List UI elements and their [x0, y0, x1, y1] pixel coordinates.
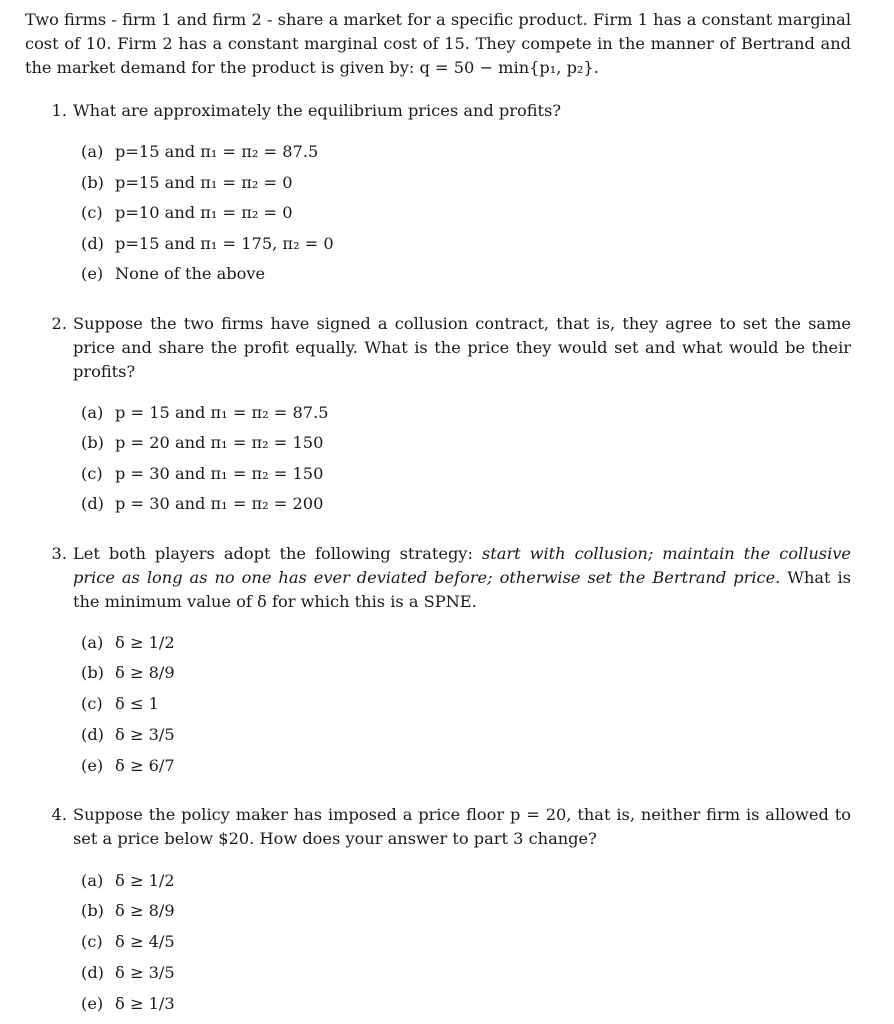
question-text-lead: Let both players adopt the following strategy:	[73, 543, 482, 563]
option-label: (e)	[81, 755, 104, 775]
option-text: p = 30 and π₁ = π₂ = 200	[115, 494, 324, 513]
option-b	[81, 428, 851, 459]
question-number: 1.	[51, 101, 67, 120]
option-text: p=15 and π₁ = π₂ = 87.5	[115, 142, 319, 161]
option-text: δ ≥ 1/2	[115, 870, 175, 890]
option-label: (d)	[81, 963, 104, 983]
option-text: p = 20 and π₁ = π₂ = 150	[115, 433, 324, 452]
option-label: (c)	[81, 203, 103, 222]
options-list	[73, 137, 851, 290]
option-e	[81, 259, 851, 290]
document-page	[25, 8, 851, 1019]
strategy-description: start with collusion; maintain the collusive price as long as no one has ever deviated before; otherwise set the Bertrand price.	[73, 543, 851, 587]
option-b	[81, 168, 851, 199]
question-text: Suppose the policy maker has imposed a price floor p = 20, that is, neither firm is allowed to set a price below $20. How does your answer to part 3 change?	[73, 805, 851, 849]
option-d	[81, 229, 851, 260]
option-text: δ ≥ 3/5	[115, 963, 175, 983]
option-text: δ ≤ 1	[115, 694, 159, 714]
option-text: δ ≥ 1/2	[115, 632, 175, 652]
question-text: What are approximately the equilibrium prices and profits?	[73, 101, 562, 120]
option-text: δ ≥ 1/3	[115, 993, 175, 1013]
option-text: δ ≥ 3/5	[115, 725, 175, 745]
option-label: (c)	[81, 463, 103, 483]
question-number: 2.	[51, 313, 67, 333]
option-label: (a)	[81, 402, 104, 422]
option-text: p = 30 and π₁ = π₂ = 150	[115, 463, 324, 483]
question-2	[25, 312, 851, 520]
option-text: δ ≥ 6/7	[115, 755, 175, 775]
option-d	[81, 720, 851, 751]
option-text: p=15 and π₁ = 175, π₂ = 0	[115, 233, 334, 253]
option-label: (b)	[81, 172, 104, 192]
option-a	[81, 865, 851, 896]
option-c	[81, 198, 851, 229]
option-label: (c)	[81, 694, 103, 714]
option-d	[81, 489, 851, 520]
option-e	[81, 751, 851, 782]
option-e	[81, 989, 851, 1020]
option-label: (a)	[81, 870, 104, 890]
question-number: 3.	[51, 543, 67, 563]
options-list	[73, 865, 851, 1019]
option-c	[81, 689, 851, 720]
option-label: (a)	[81, 632, 104, 652]
option-text: δ ≥ 4/5	[115, 932, 175, 952]
option-text: None of the above	[115, 264, 266, 283]
option-label: (e)	[81, 264, 104, 283]
option-label: (b)	[81, 663, 104, 683]
option-c	[81, 927, 851, 958]
option-d	[81, 958, 851, 989]
question-text	[73, 542, 851, 614]
option-a	[81, 137, 851, 168]
option-label: (b)	[81, 433, 104, 452]
question-3	[25, 542, 851, 782]
option-text: δ ≥ 8/9	[115, 901, 175, 921]
question-4	[25, 803, 851, 1019]
option-label: (b)	[81, 901, 104, 921]
option-c	[81, 459, 851, 490]
option-text: p = 15 and π₁ = π₂ = 87.5	[115, 402, 329, 422]
option-label: (d)	[81, 725, 104, 745]
question-number: 4.	[51, 805, 67, 825]
option-label: (e)	[81, 993, 104, 1013]
option-label: (d)	[81, 494, 104, 513]
question-1	[25, 99, 851, 290]
option-a	[81, 398, 851, 429]
option-label: (d)	[81, 233, 104, 253]
option-text: p=10 and π₁ = π₂ = 0	[115, 203, 293, 222]
option-label: (a)	[81, 142, 104, 161]
options-list	[73, 628, 851, 782]
option-label: (c)	[81, 932, 103, 952]
option-text: p=15 and π₁ = π₂ = 0	[115, 172, 293, 192]
question-text: Suppose the two firms have signed a collusion contract, that is, they agree to set the same price and share the profit equally. What is the price they would set and what would be their profits?	[73, 313, 851, 381]
option-a	[81, 628, 851, 659]
option-text: δ ≥ 8/9	[115, 663, 175, 683]
question-text-tail: What is the minimum value of δ for which this is a SPNE.	[73, 567, 851, 611]
option-b	[81, 658, 851, 689]
option-b	[81, 896, 851, 927]
intro-paragraph: Two firms - firm 1 and firm 2 - share a market for a specific product. Firm 1 has a constant marginal cost of 10. Firm 2 has a constant marginal cost of 15. They compete in the manner of Bertrand and the market demand for the product is given by: q = 50 − min{p₁, p₂}.	[25, 10, 851, 77]
options-list	[73, 398, 851, 520]
